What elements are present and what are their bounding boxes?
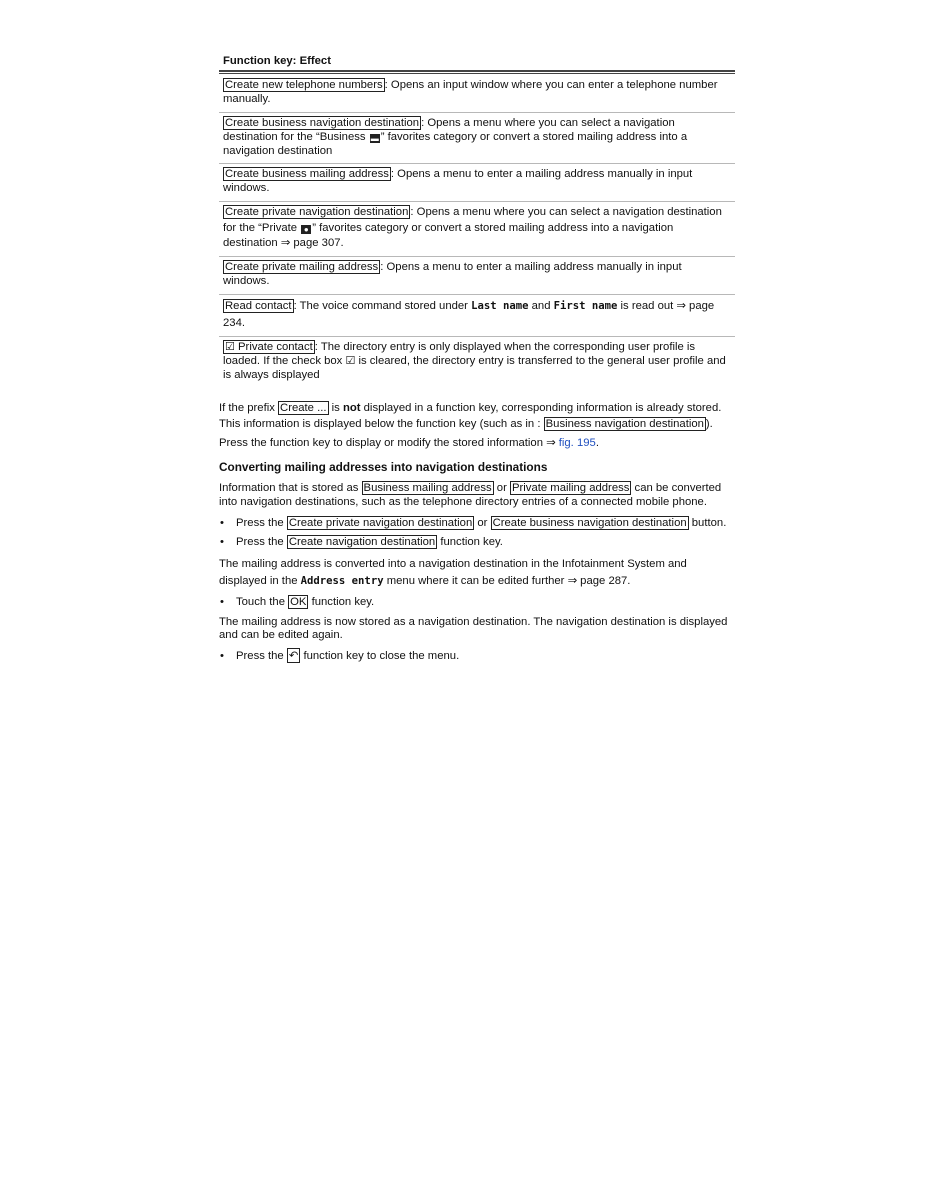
text: Press the bbox=[236, 650, 287, 662]
text: Information that is stored as bbox=[219, 482, 362, 494]
paragraph-converted bbox=[219, 556, 735, 590]
key-business-nav-destination: Business navigation destination bbox=[545, 418, 704, 430]
back-arrow-icon: ↶ bbox=[288, 649, 299, 662]
text: ). bbox=[705, 418, 713, 430]
row-text: is cleared, the directory entry is transferred to the general user profile and is always displayed bbox=[223, 355, 726, 381]
table-row bbox=[219, 164, 735, 202]
paragraph-modify bbox=[219, 436, 735, 450]
voice-command-last-name: Last name bbox=[471, 300, 529, 312]
key-create-business-nav: Create business navigation destination bbox=[225, 117, 420, 129]
row-text: : Opens an input window where you can enter a telephone number manually. bbox=[223, 79, 718, 105]
key-create-private-mail: Create private mailing address bbox=[225, 261, 379, 273]
row-text: ” favorites category or convert a stored mailing address into a navigation destination ⇒ page 307. bbox=[223, 221, 674, 249]
text: function key to close the menu. bbox=[300, 650, 460, 662]
table-header: Function key: Effect bbox=[223, 55, 331, 67]
text: button. bbox=[688, 517, 727, 529]
key-ok: OK bbox=[290, 596, 307, 608]
row-text: : Opens a menu where you can select a navigation destination for the “Business bbox=[223, 117, 675, 143]
voice-command-first-name: First name bbox=[553, 300, 618, 312]
row-text: : The directory entry is only displayed when the corresponding user profile is loaded. If the check box bbox=[223, 341, 696, 367]
row-text: : Opens a menu to enter a mailing address manually in input windows. bbox=[223, 261, 682, 287]
text: can be converted into navigation destinations, such as the telephone directory entries of a connected mobile phone. bbox=[219, 482, 722, 508]
row-text: : Opens a menu where you can select a navigation destination for the “Private bbox=[223, 206, 722, 234]
table-row bbox=[219, 337, 735, 389]
header-rule bbox=[219, 70, 735, 74]
key-business-mailing-address: Business mailing address bbox=[363, 482, 492, 494]
list-item bbox=[219, 649, 735, 663]
list-item bbox=[219, 595, 735, 609]
key-create-telephone-numbers: Create new telephone numbers bbox=[225, 79, 383, 91]
paragraph-stored: The mailing address is now stored as a navigation destination. The navigation destination is displayed and can be edited again. bbox=[219, 616, 728, 641]
text: function key. bbox=[308, 596, 375, 608]
function-key-table bbox=[219, 75, 735, 388]
section-title: Converting mailing addresses into navigation destinations bbox=[219, 460, 548, 474]
key-private-mailing-address: Private mailing address bbox=[511, 482, 630, 494]
row-text: ” favorites category or convert a stored mailing address into a navigation destination bbox=[223, 131, 688, 157]
checkbox-checked-icon: ☑ bbox=[225, 340, 235, 353]
text: displayed in a function key, corresponding information is already stored. This information is displayed below the function key (such as in : bbox=[219, 402, 722, 430]
checkbox-checked-icon: ☑ bbox=[345, 354, 356, 367]
text: menu where it can be edited further ⇒ page 287. bbox=[383, 575, 631, 587]
text: Press the bbox=[236, 517, 287, 529]
table-row bbox=[219, 113, 735, 164]
key-create-business-mail: Create business mailing address bbox=[225, 168, 389, 180]
figure-link[interactable]: fig. 195 bbox=[558, 437, 596, 449]
text: The mailing address is converted into a navigation destination in the Infotainment System and displayed in the bbox=[219, 558, 687, 587]
table-row bbox=[219, 295, 735, 337]
text: Touch the bbox=[236, 596, 289, 608]
text: or bbox=[474, 517, 491, 529]
text: Press the function key to display or modify the stored information ⇒ bbox=[219, 437, 559, 449]
emphasis: not bbox=[342, 402, 361, 414]
text: is bbox=[328, 402, 343, 414]
text: function key. bbox=[437, 536, 503, 548]
text: Press the bbox=[236, 536, 287, 548]
key-create-private-nav: Create private navigation destination bbox=[225, 206, 409, 218]
list-item bbox=[219, 516, 735, 530]
key-create-nav-destination: Create navigation destination bbox=[288, 536, 436, 548]
menu-address-entry: Address entry bbox=[300, 575, 384, 587]
row-text: and bbox=[528, 300, 554, 312]
paragraph-info bbox=[219, 481, 735, 509]
key-label: Private contact bbox=[238, 341, 313, 353]
paragraph-prefix bbox=[219, 400, 735, 432]
text: . bbox=[595, 437, 599, 449]
row-text: : The voice command stored under bbox=[293, 300, 472, 312]
list-item bbox=[219, 535, 735, 549]
key-create-business-nav-destination: Create business navigation destination bbox=[492, 517, 687, 529]
manual-page bbox=[219, 52, 735, 663]
row-text: is read out ⇒ page 234. bbox=[223, 300, 715, 329]
key-create-prefix: Create ... bbox=[280, 402, 327, 414]
key-create-private-nav-destination: Create private navigation destination bbox=[288, 517, 473, 529]
person-icon: ● bbox=[301, 225, 311, 234]
key-private-contact bbox=[223, 340, 315, 354]
text: If the prefix bbox=[219, 402, 279, 414]
table-row bbox=[219, 202, 735, 257]
text: or bbox=[493, 482, 510, 494]
key-read-contact: Read contact bbox=[225, 300, 292, 312]
table-row bbox=[219, 257, 735, 295]
row-text: : Opens a menu to enter a mailing address manually in input windows. bbox=[223, 168, 693, 194]
table-row bbox=[219, 75, 735, 113]
briefcase-icon: ▬ bbox=[370, 134, 379, 143]
